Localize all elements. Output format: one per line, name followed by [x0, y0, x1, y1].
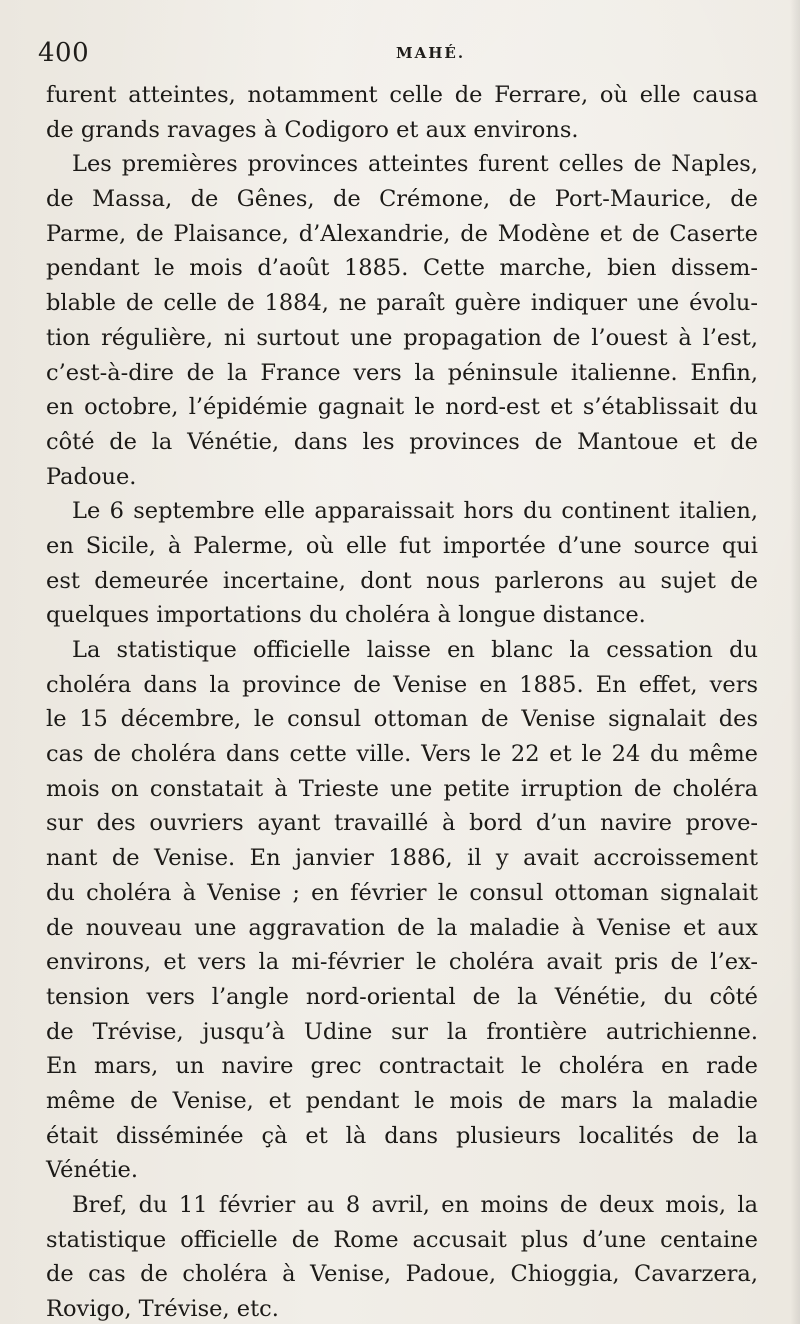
text-line: furent atteintes, notamment celle de Ferrare, où elle causa	[46, 82, 758, 108]
text-line: En mars, un navire grec contractait le choléra en rade	[46, 1053, 758, 1080]
text-line: pendant le mois d’août 1885. Cette marche, bien dissem-	[46, 255, 758, 282]
text-line: La statistique officielle laisse en blanc la cessation du	[72, 637, 758, 663]
text-line: tion régulière, ni surtout une propagation de l’ouest à l’est,	[46, 324, 758, 351]
text-line: de grands ravages à Codigoro et aux environs.	[46, 116, 579, 143]
page-header	[38, 38, 760, 78]
text-line: de Massa, de Gênes, de Crémone, de Port-Maurice, de	[46, 186, 758, 213]
text-line: tension vers l’angle nord-oriental de la Vénétie, du côté	[46, 983, 758, 1010]
text-line: choléra dans la province de Venise en 1885. En effet, vers	[46, 671, 758, 698]
text-line: Padoue.	[46, 463, 137, 490]
text-line: quelques importations du choléra à longue distance.	[46, 602, 646, 629]
text-line: du choléra à Venise ; en février le consul ottoman signalait	[46, 879, 758, 906]
text-line: environs, et vers la mi-février le choléra avait pris de l’ex-	[46, 949, 758, 976]
text-line: de nouveau une aggravation de la maladie à Venise et aux	[46, 914, 758, 941]
text-line: le 15 décembre, le consul ottoman de Venise signalait des	[46, 706, 758, 733]
text-line: était disséminée çà et là dans plusieurs localités de la	[46, 1122, 758, 1149]
text-line: en octobre, l’épidémie gagnait le nord-est et s’établissait du	[46, 394, 758, 421]
text-line: même de Venise, et pendant le mois de mars la maladie	[46, 1087, 758, 1114]
text-line: mois on constatait à Trieste une petite irruption de choléra	[46, 775, 758, 802]
text-line: Parme, de Plaisance, d’Alexandrie, de Modène et de Caserte	[46, 220, 758, 247]
page-edge-shadow	[790, 0, 800, 1324]
text-line: en Sicile, à Palerme, où elle fut importée d’une source qui	[46, 532, 758, 559]
body-text	[46, 78, 758, 1324]
text-line: Vénétie.	[46, 1157, 139, 1184]
text-line: de Trévise, jusqu’à Udine sur la frontière autrichienne.	[46, 1018, 758, 1045]
text-line: sur des ouvriers ayant travaillé à bord d’un navire prove-	[46, 810, 758, 837]
text-line: côté de la Vénétie, dans les provinces de Mantoue et de	[46, 428, 758, 455]
text-line: Rovigo, Trévise, etc.	[46, 1296, 279, 1323]
text-line: Bref, du 11 février au 8 avril, en moins de deux mois, la	[72, 1192, 758, 1218]
text-line: blable de celle de 1884, ne paraît guère indiquer une évolu-	[46, 290, 758, 317]
running-head: MAHÉ.	[396, 44, 466, 62]
text-line: nant de Venise. En janvier 1886, il y avait accroissement	[46, 845, 758, 872]
text-line: c’est-à-dire de la France vers la péninsule italienne. Enfin,	[46, 359, 758, 386]
text-line: de cas de choléra à Venise, Padoue, Chioggia, Cavarzera,	[46, 1261, 758, 1288]
text-line: Le 6 septembre elle apparaissait hors du continent italien,	[72, 498, 758, 525]
page-number: 400	[38, 38, 90, 68]
text-line: est demeurée incertaine, dont nous parlerons au sujet de	[46, 567, 758, 594]
text-line: statistique officielle de Rome accusait plus d’une centaine	[46, 1226, 758, 1253]
text-line: Les premières provinces atteintes furent celles de Naples,	[72, 151, 758, 178]
text-line: cas de choléra dans cette ville. Vers le 22 et le 24 du même	[46, 741, 758, 768]
